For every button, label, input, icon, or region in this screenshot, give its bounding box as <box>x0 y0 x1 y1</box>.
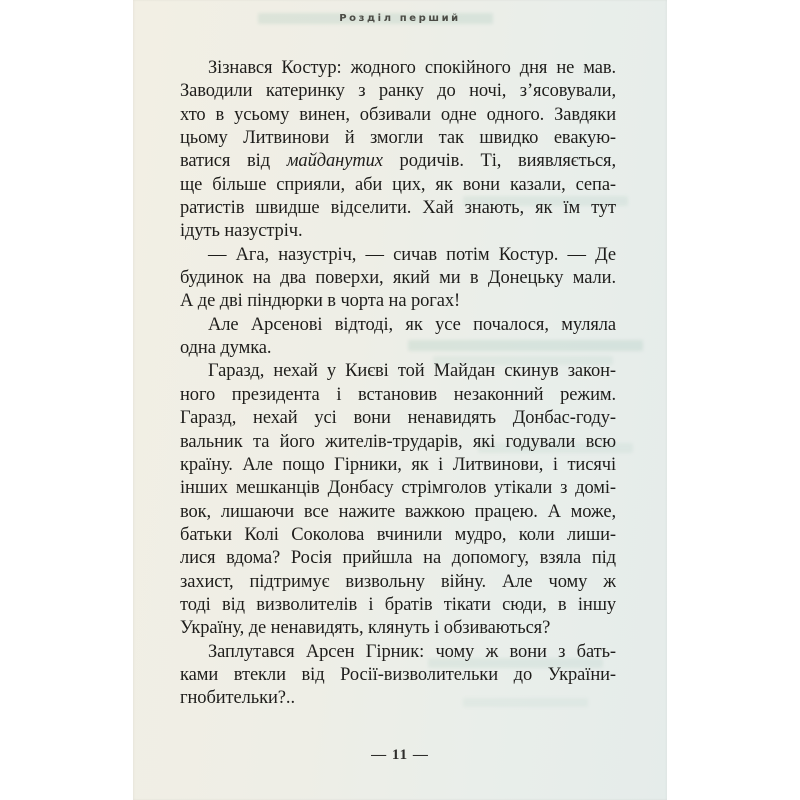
paragraph <box>180 57 616 244</box>
text-line: Заводили катеринку з ранку до ночі, з’ясовували, <box>180 81 616 102</box>
text-line: вальник та його жителів-трударів, які годували всю <box>180 431 616 452</box>
text-line: тоді від визволителів і братів тікати сюди, в іншу <box>180 594 616 615</box>
text-line: одна думка. <box>180 338 272 359</box>
text-line: захист, підтримує визвольну війну. Але чому ж <box>180 571 616 592</box>
text-line: Але Арсенові відтоді, як усе почалося, муляла <box>208 314 616 335</box>
text-line: ще більше сприяли, аби цих, як вони казали, сепа- <box>180 174 616 195</box>
text-line: будинок на два поверхи, який ми в Донецьку мали. <box>180 268 616 289</box>
text-line: ратистів швидше відселити. Хай знають, як їм тут <box>180 198 616 219</box>
paragraph <box>180 641 616 711</box>
paragraph <box>180 360 616 640</box>
text-line: вок, лишаючи все нажите важкою працею. А може, <box>180 501 616 522</box>
paragraph <box>180 244 616 314</box>
text-line: країну. Але пощо Гірники, як і Литвинови, і тисячі <box>180 454 616 475</box>
text-line: хто в усьому винен, обзивали одне одного. Завдяки <box>180 104 616 125</box>
text-line: лися вдома? Росія прийшла на допомогу, взяла під <box>180 548 616 569</box>
text-line: А де дві піндюрки в чорта на рогах! <box>180 291 461 312</box>
chapter-header: Розділ перший <box>339 13 461 24</box>
text-block <box>180 57 616 711</box>
text-line: гнобительки?.. <box>180 688 295 709</box>
text-line: — Ага, назустріч, — сичав потім Костур. — Де <box>208 244 616 265</box>
text-line: Гаразд, нехай у Києві той Майдан скинув закон- <box>208 361 616 382</box>
text-line: ватися від майданутих родичів. Ті, виявляється, <box>180 151 616 172</box>
text-line: Зізнався Костур: жодного спокійного дня не мав. <box>208 58 616 78</box>
text-line: ного президента і встановив незаконний режим. <box>180 384 616 405</box>
text-line: батьки Колі Соколова вчинили мудро, коли лиши- <box>180 524 616 545</box>
text-line: ідуть назустріч. <box>180 221 303 242</box>
text-line: Гаразд, нехай усі вони ненавидять Донбас-году- <box>180 408 616 429</box>
text-line: Заплутався Арсен Гірник: чому ж вони з бать- <box>208 641 616 662</box>
text-line: цьому Литвинови й змогли так швидко евакую- <box>180 128 616 149</box>
paragraph <box>180 314 616 361</box>
text-line: ками втекли від Росії-визволительки до України- <box>180 664 616 685</box>
page-number: — 11 — <box>371 747 429 763</box>
text-line: інших мешканців Донбасу стрімголов утікали з домі- <box>180 478 616 499</box>
text-line: Україну, де ненавидять, клянуть і обзиваються? <box>180 618 551 639</box>
book-page <box>133 0 667 800</box>
